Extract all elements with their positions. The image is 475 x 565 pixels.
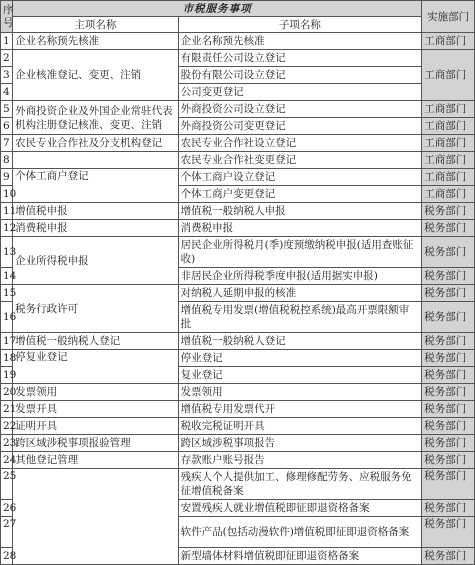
table-row [1, 350, 475, 367]
table-row [1, 384, 475, 401]
main-item: 增值税一般纳税人登记 [13, 333, 178, 350]
sub-item: 居民企业所得税月(季)度预缴纳税申报(适用查账征收) [178, 237, 422, 268]
row-no: 14 [1, 268, 13, 285]
main-item: 证明开具 [13, 418, 178, 435]
main-item: 增值税申报 [13, 203, 178, 220]
row-no: 22 [1, 418, 13, 435]
dept: 工商部门 [422, 186, 475, 203]
table-row [1, 237, 475, 268]
row-no: 5 [1, 101, 13, 118]
sub-item: 安置残疾人就业增值税即征即退资格备案 [178, 500, 422, 517]
main-item: 个体工商户登记 [13, 169, 178, 203]
dept: 工商部门 [422, 152, 475, 169]
table-row [1, 152, 475, 169]
header-main: 主项名称 [13, 17, 178, 33]
dept: 税务部门 [422, 384, 475, 401]
sub-item: 个体工商户设立登记 [178, 169, 422, 186]
sub-item: 企业名称预先核准 [178, 33, 422, 50]
section-title: 市税服务事项 [13, 1, 422, 17]
sub-item: 停业登记 [178, 350, 422, 367]
dept: 工商部门 [422, 50, 475, 101]
main-item: 企业所得税申报 [13, 237, 178, 285]
row-no: 10 [1, 186, 13, 203]
dept: 税务部门 [422, 268, 475, 285]
sub-item: 非居民企业所得税季度申报(适用据实申报) [178, 268, 422, 285]
row-no: 25 [1, 469, 13, 500]
row-no: 2 [1, 50, 13, 67]
sub-item: 新型墙体材料增值税即征即退资格备案 [178, 548, 422, 565]
main-item: 停复业登记 [13, 350, 178, 384]
dept: 税务部门 [422, 220, 475, 237]
row-no: 12 [1, 220, 13, 237]
sub-item: 复业登记 [178, 367, 422, 384]
dept: 税务部门 [422, 333, 475, 350]
main-item: 外商投资企业及外国企业常驻代表机构注册登记核准、变更、注销 [13, 101, 178, 135]
main-item-empty [13, 469, 178, 565]
main-item: 发票开具 [13, 401, 178, 418]
sub-item: 外商投资公司变更登记 [178, 118, 422, 135]
sub-item: 农民专业合作社设立登记 [178, 135, 422, 152]
main-item: 税务行政许可 [13, 285, 178, 333]
table-row [1, 401, 475, 418]
table-row [1, 333, 475, 350]
dept: 税务部门 [422, 548, 475, 565]
row-no: 8 [1, 152, 13, 169]
sub-item: 增值税一般纳税人登记 [178, 333, 422, 350]
dept: 工商部门 [422, 101, 475, 118]
dept: 税务部门 [422, 500, 475, 517]
sub-item: 有限责任公司设立登记 [178, 50, 422, 67]
row-no: 4 [1, 84, 13, 101]
table-row [1, 203, 475, 220]
dept: 税务部门 [422, 302, 475, 333]
main-item: 发票领用 [13, 384, 178, 401]
table-row [1, 135, 475, 152]
sub-item: 农民专业合作社变更登记 [178, 152, 422, 169]
table-row [1, 50, 475, 67]
row-no: 21 [1, 401, 13, 418]
row-no: 28 [1, 548, 13, 565]
dept: 工商部门 [422, 169, 475, 186]
dept: 税务部门 [422, 401, 475, 418]
header-sub: 子项名称 [178, 17, 422, 33]
main-item: 农民专业合作社及分支机构登记 [13, 135, 178, 152]
row-no: 6 [1, 118, 13, 135]
sub-item: 存款账户账号报告 [178, 452, 422, 469]
table-row [1, 285, 475, 302]
row-no: 16 [1, 302, 13, 333]
dept: 税务部门 [422, 350, 475, 367]
row-no: 26 [1, 500, 13, 517]
header-no: 序号 [1, 1, 13, 33]
dept: 工商部门 [422, 33, 475, 50]
sub-item: 跨区域涉税事项报告 [178, 435, 422, 452]
sub-item: 对纳税人延期申报的核准 [178, 285, 422, 302]
row-no: 17 [1, 333, 13, 350]
table-row [1, 418, 475, 435]
main-item-empty [13, 152, 178, 169]
sub-item: 增值税专用发票代开 [178, 401, 422, 418]
sub-item: 股份有限公司设立登记 [178, 67, 422, 84]
sub-item: 消费税申报 [178, 220, 422, 237]
dept: 税务部门 [422, 435, 475, 452]
row-no: 3 [1, 67, 13, 84]
sub-item: 税收完税证明开具 [178, 418, 422, 435]
sub-item: 增值税一般纳税人申报 [178, 203, 422, 220]
dept: 税务部门 [422, 203, 475, 220]
header-dept: 实施部门 [422, 1, 475, 33]
table-row [1, 435, 475, 452]
dept: 税务部门 [422, 367, 475, 384]
row-no: 19 [1, 367, 13, 384]
row-no: 1 [1, 33, 13, 50]
dept: 税务部门 [422, 285, 475, 302]
row-no: 18 [1, 350, 13, 367]
sub-item: 外商投资公司设立登记 [178, 101, 422, 118]
sub-item: 公司变更登记 [178, 84, 422, 101]
dept: 工商部门 [422, 118, 475, 135]
sub-item: 发票领用 [178, 384, 422, 401]
main-item: 企业核准登记、变更、注销 [13, 50, 178, 101]
dept: 税务部门 [422, 469, 475, 500]
row-no: 27 [1, 517, 13, 548]
main-item: 消费税申报 [13, 220, 178, 237]
row-no: 23 [1, 435, 13, 452]
main-item: 跨区域涉税事项报验管理 [13, 435, 178, 452]
dept: 税务部门 [422, 452, 475, 469]
table-row [1, 101, 475, 118]
sub-item: 个体工商户变更登记 [178, 186, 422, 203]
row-no: 13 [1, 237, 13, 268]
sub-item: 残疾人个人提供加工、修理修配劳务、应税服务免征增值税备案 [178, 469, 422, 500]
table-row [1, 452, 475, 469]
dept: 工商部门 [422, 135, 475, 152]
table-row [1, 469, 475, 500]
sub-item: 增值税专用发票(增值税税控系统)最高开票限额审批 [178, 302, 422, 333]
row-no: 24 [1, 452, 13, 469]
row-no: 9 [1, 169, 13, 186]
dept: 税务部门 [422, 517, 475, 548]
table-row [1, 220, 475, 237]
row-no: 11 [1, 203, 13, 220]
main-item: 其他登记管理 [13, 452, 178, 469]
row-no: 15 [1, 285, 13, 302]
table-row [1, 169, 475, 186]
main-item: 企业名称预先核准 [13, 33, 178, 50]
dept: 税务部门 [422, 418, 475, 435]
row-no: 7 [1, 135, 13, 152]
dept: 税务部门 [422, 237, 475, 268]
row-no: 20 [1, 384, 13, 401]
table-row [1, 33, 475, 50]
sub-item: 软件产品(包括动漫软件)增值税即征即退资格备案 [178, 517, 422, 548]
